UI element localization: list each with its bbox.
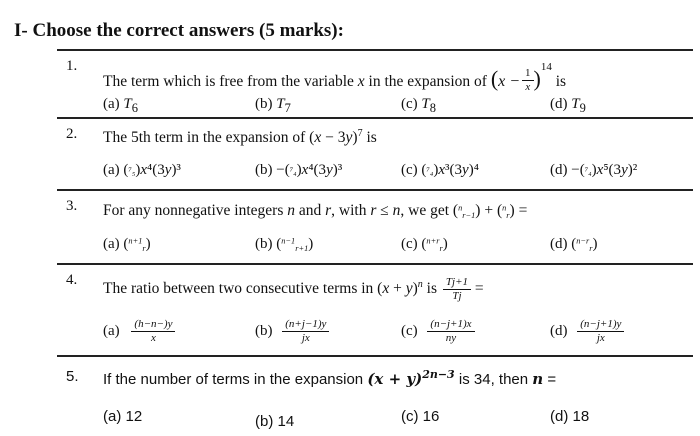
option-b[interactable]: (b) $\frac{(n+j-1)y}{jx}$ — [255, 318, 329, 345]
option-b[interactable]: (b) 14 — [255, 413, 295, 430]
question-number: 2. — [66, 126, 78, 142]
divider — [57, 355, 693, 357]
question-text: If the number of terms in the expansion $(x + y)^{2n-3}$ is 34, then n = — [103, 368, 557, 388]
option-d[interactable]: (d) $\frac{(n-j+1)y}{jx}$ — [550, 318, 624, 345]
question-number: 4. — [66, 272, 78, 288]
option-a[interactable]: (a) $\frac{(h-n-)y}{x}$ — [103, 318, 175, 345]
divider — [57, 189, 693, 191]
option-a[interactable]: (a) ($^{n+1}_r$) — [103, 236, 151, 253]
option-d[interactable]: (d) 18 — [550, 408, 590, 425]
question-text-before: The term which is free from the variable — [103, 73, 358, 90]
option-c[interactable]: (c) (⁷₄)x³(3y)⁴ — [401, 162, 479, 178]
option-a[interactable]: (a) (⁷₅)x⁴(3y)³ — [103, 162, 181, 178]
option-b[interactable]: (b) ($^{n-1}_{r+1}$) — [255, 236, 314, 253]
option-c[interactable]: (c) $\frac{(n-j+1)x}{ny}$ — [401, 318, 475, 345]
option-d[interactable]: (d) ($^{n-r}_r$) — [550, 236, 598, 253]
question-text-mid: in the expansion of — [364, 73, 491, 90]
question-text: The ratio between two consecutive terms in $(x + y)^n$ is $\frac{Tj+1}{Tj}$ = — [103, 276, 484, 302]
divider — [57, 49, 693, 51]
q5-after: is 34, then n = — [454, 370, 557, 388]
question-number: 1. — [66, 58, 78, 74]
question-text — [103, 60, 567, 94]
option-a[interactable]: (a) 12 — [103, 408, 143, 425]
section-heading: I- Choose the correct answers (5 marks): — [14, 20, 344, 41]
divider — [57, 263, 693, 265]
question-text-after: is — [555, 73, 567, 90]
option-b[interactable]: (b) $T_7$ — [255, 96, 291, 115]
option-d[interactable]: (d) $T_9$ — [550, 96, 586, 115]
exponent: 14 — [540, 60, 552, 73]
option-d[interactable]: (d) −(⁷₄)x⁵(3y)² — [550, 162, 638, 178]
question-text: For any nonnegative integers n and r, with r ≤ n, we get ($^n_{r-1}$) + ($^n_r$) = — [103, 202, 528, 220]
option-c[interactable]: (c) ($^{n+r}_r$) — [401, 236, 448, 253]
question-text: The 5th term in the expansion of $(x - 3y)^7$ is — [103, 128, 377, 147]
question-number: 3. — [66, 198, 78, 214]
question-number: 5. — [66, 368, 79, 385]
variable: x — [357, 73, 365, 90]
option-a[interactable]: (a) $T_6$ — [103, 96, 138, 115]
divider — [57, 117, 693, 119]
paren-expression: (x − $\frac{1}{x}$ ) — [490, 66, 541, 94]
option-b[interactable]: (b) −(⁷₄)x⁴(3y)³ — [255, 162, 343, 178]
option-c[interactable]: (c) $T_8$ — [401, 96, 436, 115]
option-c[interactable]: (c) 16 — [401, 408, 440, 425]
